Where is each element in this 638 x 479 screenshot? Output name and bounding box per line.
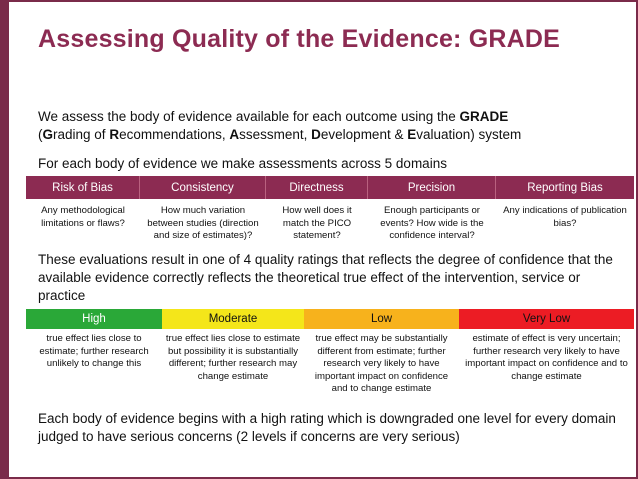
rating-desc-high: true effect lies close to estimate; further research unlikely to change this (39, 333, 149, 369)
rating-header-row (26, 309, 634, 329)
rating-desc-low: true effect may be substantially different from estimate; further research very likely to have important impact on confidence and to change estimate (314, 333, 449, 394)
domain-header-precision: Precision (368, 176, 496, 199)
domain-desc-precision: Enough participants or events? How wide is the confidence interval? (380, 205, 484, 241)
domain-header-risk-of-bias: Risk of Bias (26, 176, 140, 199)
rating-header-low: Low (304, 309, 459, 329)
intro-text (38, 108, 618, 144)
intro-part1: We assess the body of evidence available for each outcome using the (38, 109, 460, 124)
intro-d-rest: evelopment & (320, 127, 408, 142)
intro-e: E (407, 127, 417, 142)
intro-paren: ( (38, 127, 43, 142)
domain-header-row (26, 176, 634, 199)
ratings-intro: These evaluations result in one of 4 quality ratings that reflects the degree of confidence that the available evidence correctly reflects the theoretical true effect of the intervention, service or practice (38, 252, 613, 303)
domain-header-directness: Directness (266, 176, 368, 199)
domain-table (26, 176, 634, 243)
slide-title: Assessing Quality of the Evidence: GRADE (38, 25, 561, 53)
domains-intro: For each body of evidence we make assessments across 5 domains (38, 156, 447, 171)
rating-desc-row (26, 333, 634, 396)
intro-grade: GRADE (459, 109, 509, 124)
domain-desc-risk-of-bias: Any methodological limitations or flaws? (41, 205, 125, 229)
intro-r: R (109, 127, 120, 142)
intro-a: A (229, 127, 240, 142)
intro-g: G (42, 127, 54, 142)
rating-header-very-low: Very Low (459, 309, 634, 329)
domain-header-consistency: Consistency (140, 176, 266, 199)
rating-desc-very-low: estimate of effect is very uncertain; further research very likely to have important impact on confidence and to change estimate (465, 333, 628, 382)
rating-desc-moderate: true effect lies close to estimate but possibility it is substantially different; further research may change estimate (165, 333, 301, 382)
domain-desc-directness: How well does it match the PICO statement? (282, 205, 352, 241)
outro-text: Each body of evidence begins with a high rating which is downgraded one level for every domain judged to have serious concerns (2 levels if concerns are very serious) (38, 411, 616, 444)
intro-d: D (311, 127, 321, 142)
rating-table (26, 309, 634, 396)
domain-desc-reporting-bias: Any indications of publication bias? (503, 205, 627, 229)
domain-desc-consistency: How much variation between studies (direction and size of estimates)? (147, 205, 259, 241)
rating-header-moderate: Moderate (162, 309, 304, 329)
intro-e-rest: valuation) system (416, 127, 522, 142)
domain-desc-row (26, 205, 634, 243)
intro-r-rest: ecommendations, (119, 127, 230, 142)
rating-header-high: High (26, 309, 162, 329)
domain-header-reporting-bias: Reporting Bias (527, 181, 603, 194)
intro-a-rest: ssessment, (239, 127, 312, 142)
intro-g-rest: rading of (53, 127, 110, 142)
